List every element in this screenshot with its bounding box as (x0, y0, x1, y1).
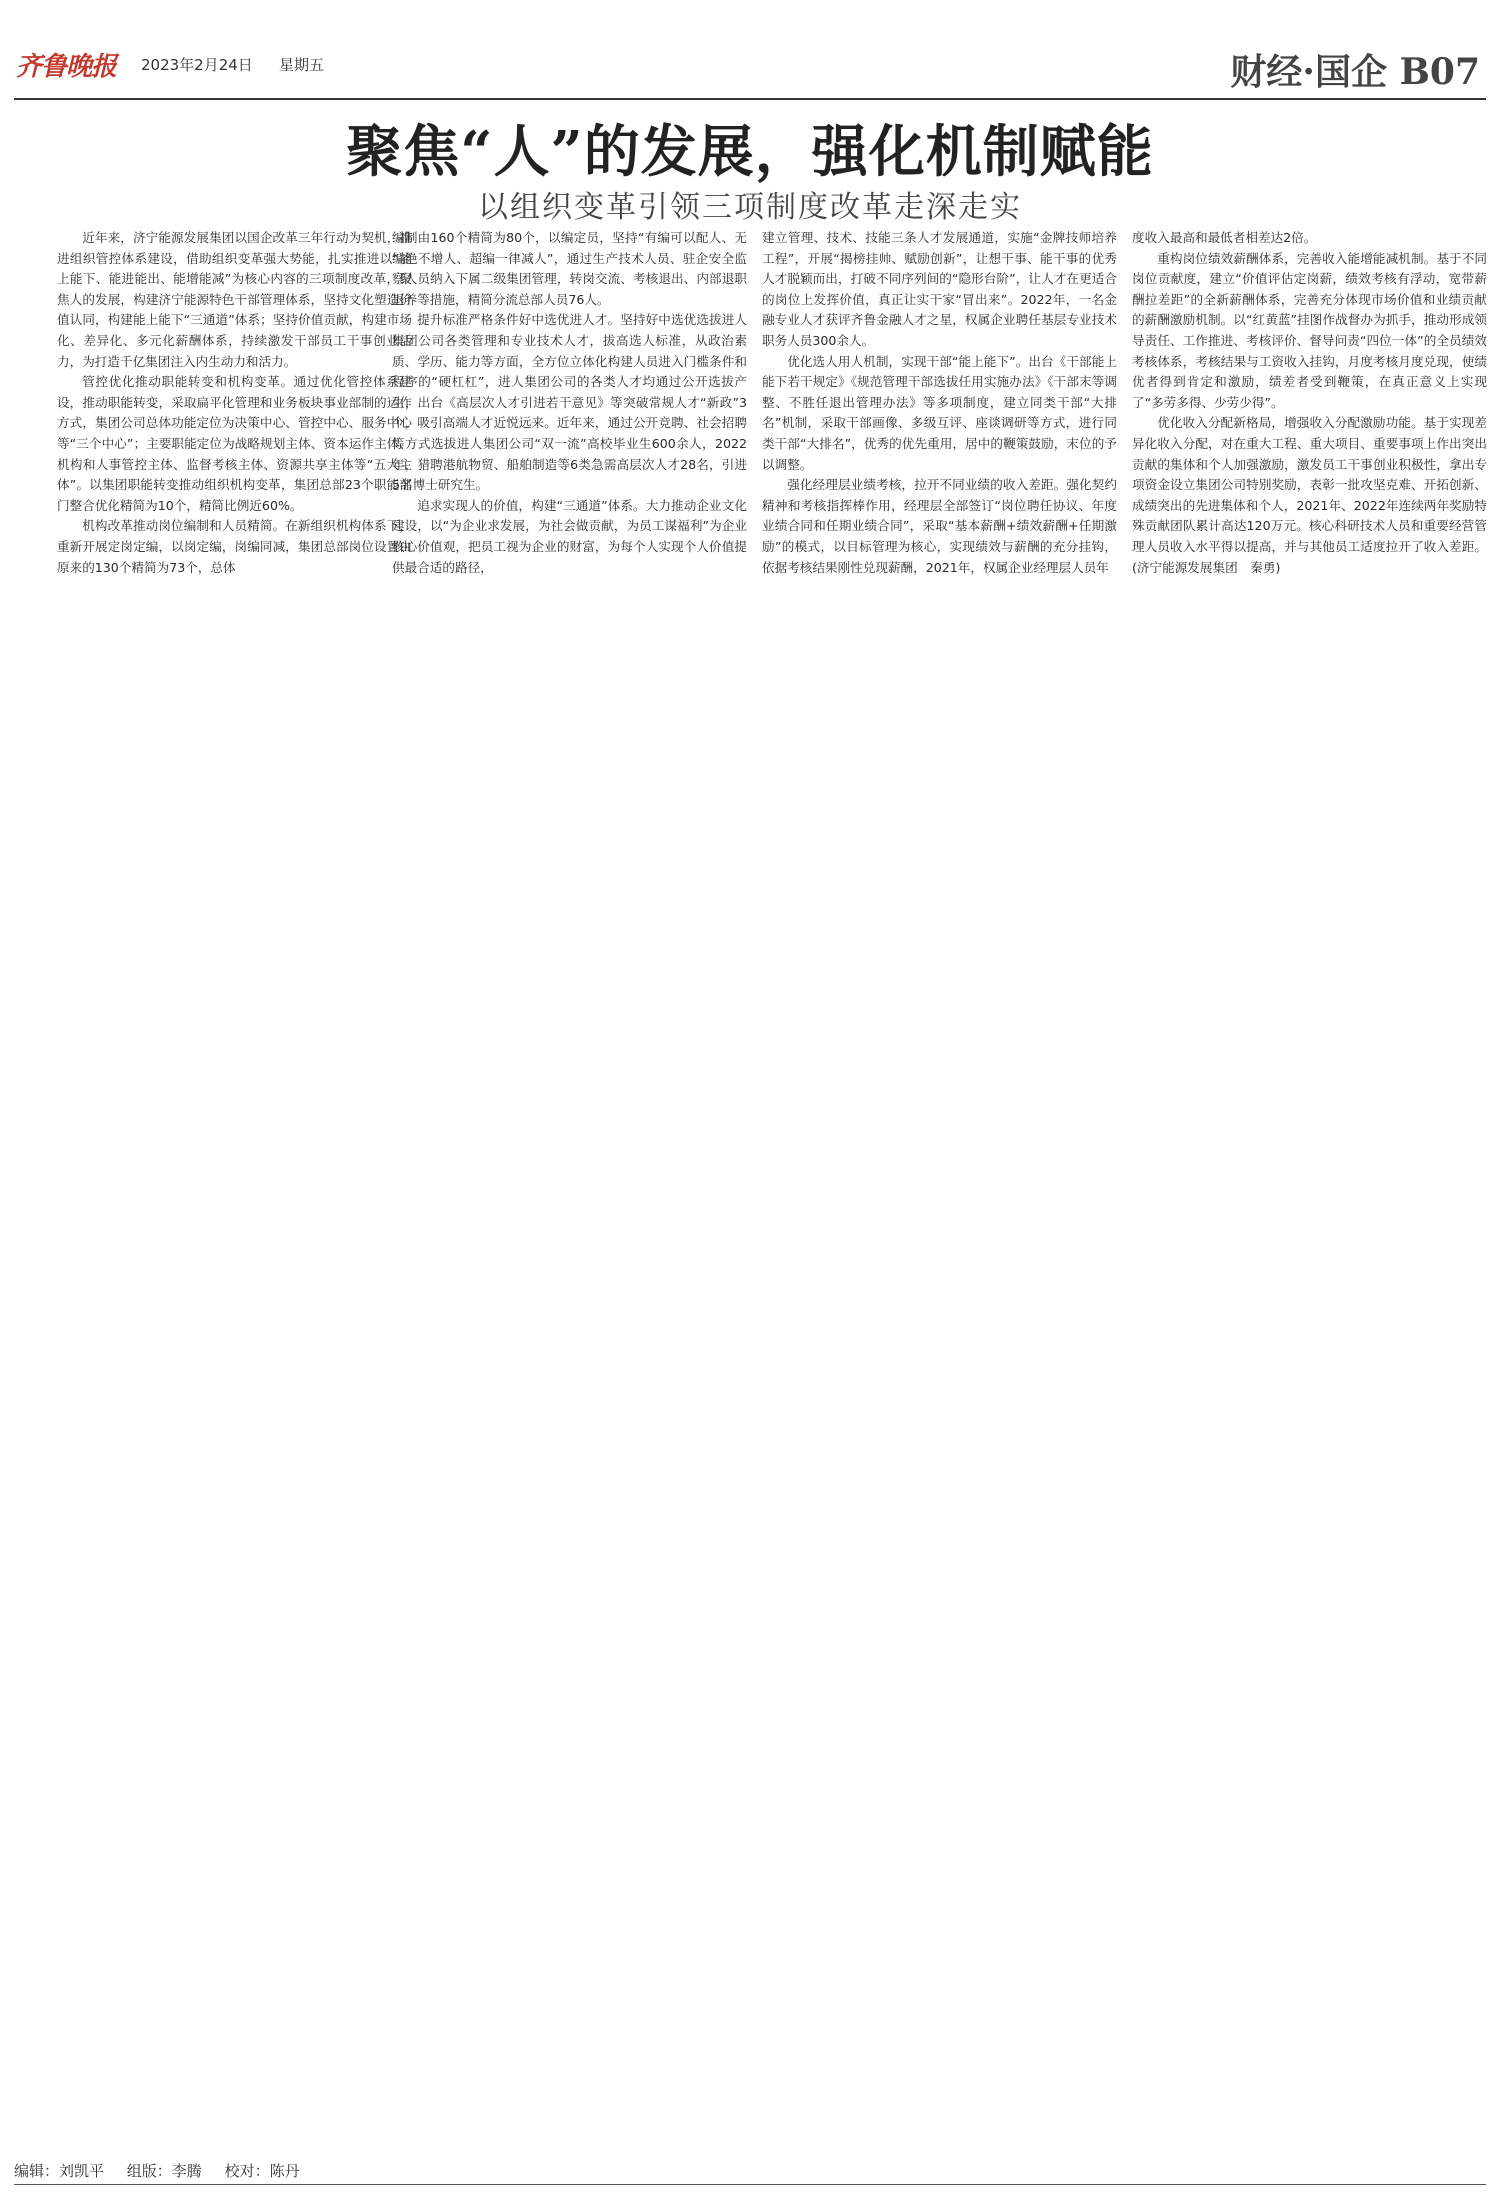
paragraph: 提升标准严格条件好中选优进人才。坚持好中选优选拔进人集团公司各类管理和专业技术人才，拔高选人标准，从政治素质、学历、能力等方面，全方位立体化构建人员进入门槛条件和程序的“硬杠杠”，进人集团公司的各类人才均通过公开选拔产生，出台《高层次人才引进若干意见》等突破常规人才“新政”3个，吸引高端人才近悦远来。近年来，通过公开竞聘、社会招聘等方式选拔进人集团公司“双一流”高校毕业生600余人，2022年，猎聘港航物贸、船舶制造等6类急需高层次人才28名，引进5名博士研究生。 (392, 312, 747, 493)
paragraph: 度收入最高和最低者相差达2倍。 (1132, 230, 1317, 245)
paragraph: 强化经理层业绩考核，拉开不同业绩的收入差距。强化契约精神和考核指挥棒作用，经理层全部签订“岗位聘任协议、年度业绩合同和任期业绩合同”，采取“基本薪酬+绩效薪酬+任期激励”的模式，以目标管理为核心，实现绩效与薪酬的充分挂钩，依据考核结果刚性兑现薪酬，2021年，权属企业经理层人员年 (762, 477, 1117, 575)
article-headline: 聚焦“人”的发展，强化机制赋能 (346, 119, 1154, 185)
section-label: 财经·国企 B07 (1230, 51, 1480, 93)
article-subheadline: 以组织变革引领三项制度改革走深走实 (478, 190, 1022, 225)
page-credits (14, 2160, 318, 2181)
article-column-3 (762, 228, 1117, 578)
issue-date: 2023年2月24日 (141, 56, 253, 74)
editor-credit: 编辑：刘凯平 (14, 2162, 105, 2180)
paragraph: 机构改革推动岗位编制和人员精简。在新组织机构体系下，重新开展定岗定编，以岗定编，岗编同减，集团总部岗位设置由原来的130个精简为73个，总体 (57, 518, 412, 575)
issue-weekday: 星期五 (279, 56, 325, 74)
article-column-4 (1132, 228, 1487, 578)
paragraph: 追求实现人的价值，构建“三通道”体系。大力推动企业文化建设，以“为企业求发展，为社会做贡献，为员工谋福利”为企业核心价值观，把员工视为企业的财富，为每个人实现个人价值提供最合适的路径， (392, 497, 747, 575)
paragraph: 优化选人用人机制，实现干部“能上能下”。出台《干部能上能下若干规定》《规范管理干部选拔任用实施办法》《干部末等调整、不胜任退出管理办法》等多项制度，建立同类干部“大排名”机制，采取干部画像、多级互评、座谈调研等方式，进行同类干部“大排名”，优秀的优先重用，居中的鞭策鼓励，末位的予以调整。 (762, 353, 1117, 472)
masthead (14, 44, 1484, 92)
paragraph: 编制由160个精简为80个，以编定员，坚持“有编可以配人、无编绝不增人、超编一律减人”，通过生产技术人员、驻企安全监察人员纳入下属二级集团管理，转岗交流、考核退出、内部退职退养等措施，精简分流总部人员76人。 (392, 230, 747, 307)
paragraph: 优化收入分配新格局，增强收入分配激励功能。基于实现差异化收入分配，对在重大工程、重大项目、重要事项上作出突出贡献的集体和个人加强激励，激发员工干事创业积极性，拿出专项资金设立集团公司特别奖励，表彰一批攻坚克难、开拓创新、成绩突出的先进集体和个人，2021年、2022年连续两年奖励特殊贡献团队累计高达120万元。核心科研技术人员和重要经营管理人员收入水平得以提高，并与其他员工适度拉开了收入差距。(济宁能源发展集团 秦勇) (1132, 415, 1487, 575)
paragraph: 管控优化推动职能转变和机构变革。通过优化管控体系建设，推动职能转变，采取扁平化管理和业务板块事业部制的运作方式，集团公司总体功能定位为决策中心、管控中心、服务中心等“三个中心”；主要职能定位为战略规划主体、资本运作主体、机构和人事管控主体、监督考核主体、资源共享主体等“五大主体”。以集团职能转变推动组织机构变革，集团总部23个职能部门整合优化精简为10个，精简比例近60%。 (57, 374, 412, 513)
newspaper-logo: 齐鲁晚报 (16, 52, 117, 82)
article-column-2 (392, 228, 747, 578)
header-divider (14, 98, 1486, 100)
article-column-1 (57, 228, 412, 578)
article-body (20, 228, 1487, 648)
paragraph: 重构岗位绩效薪酬体系，完善收入能增能减机制。基于不同岗位贡献度，建立“价值评估定岗薪，绩效考核有浮动，宽带薪酬拉差距”的全新薪酬体系，完善充分体现市场价值和业绩贡献的薪酬激励机制。以“红黄蓝”挂图作战督办为抓手，推动形成领导责任、工作推进、考核评价、督导问责“四位一体”的全员绩效考核体系，考核结果与工资收入挂钩，月度考核月度兑现，使绩优者得到肯定和激励，绩差者受到鞭策，在真正意义上实现了“多劳多得、少劳少得”。 (1132, 250, 1487, 410)
layout-credit: 组版：李腾 (126, 2162, 202, 2180)
footer-divider (14, 2184, 1486, 2185)
proofreader-credit: 校对：陈丹 (224, 2162, 300, 2180)
paragraph: 近年来，济宁能源发展集团以国企改革三年行动为契机，推进组织管控体系建设，借助组织变革强大势能，扎实推进以“能上能下、能进能出、能增能减”为核心内容的三项制度改革，聚焦人的发展，构建济宁能源特色干部管理体系，坚持文化塑造价值认同，构建能上能下“三通道”体系；坚持价值贡献，构建市场化、差异化、多元化薪酬体系，持续激发干部员工干事创业活力，为打造千亿集团注入内生动力和活力。 (57, 230, 412, 369)
paragraph: 建立管理、技术、技能三条人才发展通道，实施“金牌技师培养工程”，开展“揭榜挂帅、赋励创新”，让想干事、能干事的优秀人才脱颖而出，打破不同序列间的“隐形台阶”，让人才在更适合的岗位上发挥价值，真正让实干家“冒出来”。2022年，一名金融专业人才获评齐鲁金融人才之星，权属企业聘任基层专业技术职务人员300余人。 (762, 230, 1117, 348)
